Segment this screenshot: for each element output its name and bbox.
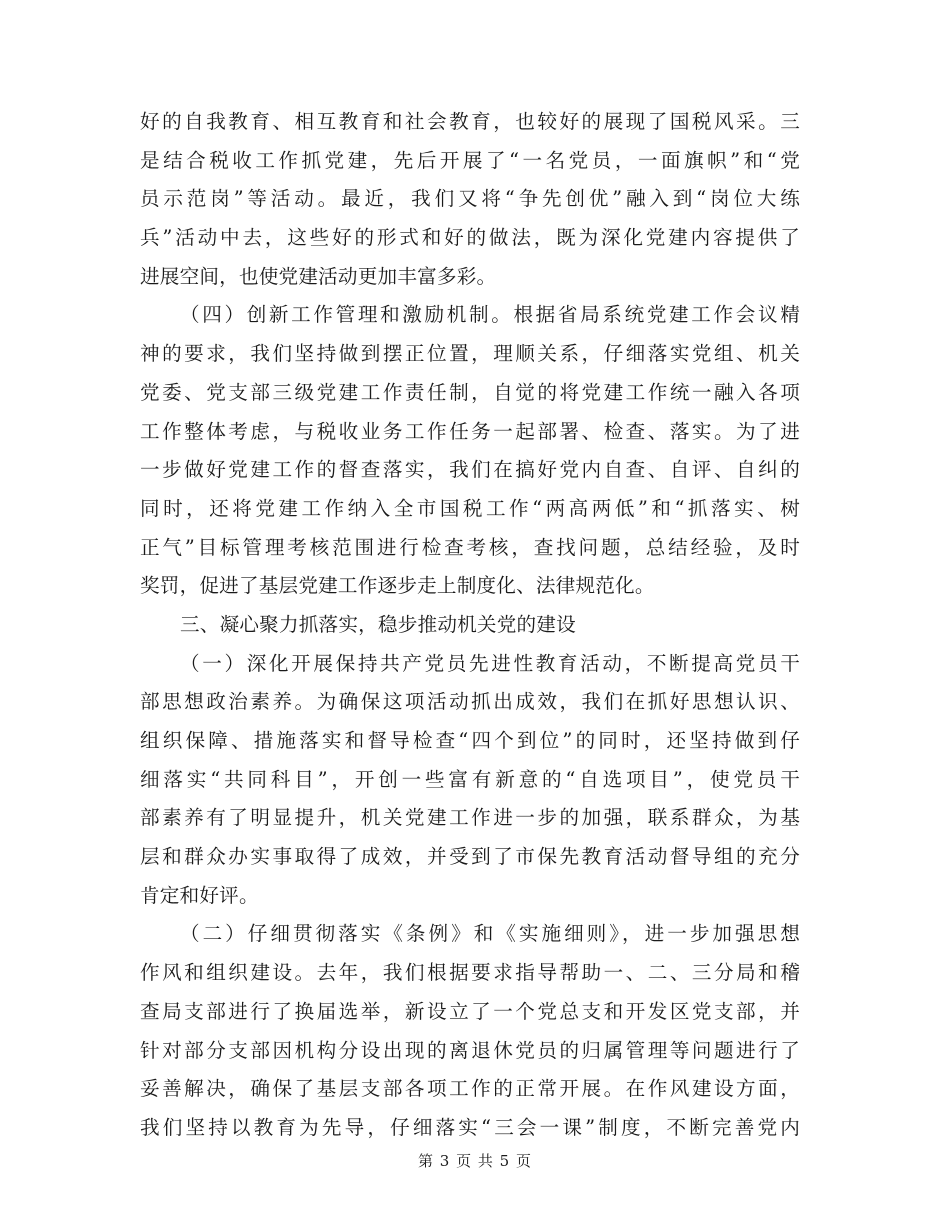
text-line: 针对部分支部因机构分设出现的离退休党员的归属管理等问题进行了 [140, 1038, 800, 1062]
text-line: 是结合税收工作抓党建，先后开展了“一名党员，一面旗帜”和“党 [140, 148, 800, 172]
text-line: 党委、党支部三级党建工作责任制，自觉的将党建工作统一融入各项 [140, 380, 800, 404]
text-line: 神的要求，我们坚持做到摆正位置，理顺关系，仔细落实党组、机关 [140, 342, 800, 366]
text-line: 肯定和好评。 [140, 883, 259, 907]
text-line: 奖罚，促进了基层党建工作逐步走上制度化、法律规范化。 [140, 574, 655, 598]
text-line: （一）深化开展保持共产党员先进性教育活动，不断提高党员干 [180, 651, 800, 675]
text-line: （四）创新工作管理和激励机制。根据省局系统党建工作会议精 [180, 303, 800, 327]
text-line: 作风和组织建设。去年，我们根据要求指导帮助一、二、三分局和稽 [140, 961, 800, 985]
text-line: 三、凝心聚力抓落实，稳步推动机关党的建设 [180, 612, 576, 636]
text-line: 组织保障、措施落实和督导检查“四个到位”的同时，还坚持做到仔 [140, 729, 800, 752]
text-line: （二）仔细贯彻落实《条例》和《实施细则》，进一步加强思想 [180, 922, 800, 946]
text-line: 进展空间，也使党建活动更加丰富多彩。 [140, 264, 497, 288]
text-line: 同时，还将党建工作纳入全市国税工作“两高两低”和“抓落实、树 [140, 496, 800, 520]
text-line: 部思想政治素养。为确保这项活动抓出成效，我们在抓好思想认识、 [140, 690, 800, 714]
text-line: 查局支部进行了换届选举，新设立了一个党总支和开发区党支部，并 [140, 999, 800, 1023]
text-line: 细落实“共同科目”，开创一些富有新意的“自选项目”，使党员干 [140, 767, 800, 791]
text-line: 我们坚持以教育为先导，仔细落实“三会一课”制度，不断完善党内 [140, 1115, 800, 1139]
text-line: 正气”目标管理考核范围进行检查考核，查找问题，总结经验，及时 [140, 535, 800, 559]
text-line: 好的自我教育、相互教育和社会教育，也较好的展现了国税风采。三 [140, 110, 800, 133]
text-line: 妥善解决，确保了基层支部各项工作的正常开展。在作风建设方面， [140, 1077, 800, 1101]
text-line: 兵”活动中去，这些好的形式和好的做法，既为深化党建内容提供了 [140, 226, 800, 250]
document-body [140, 103, 800, 1148]
text-line: 层和群众办实事取得了成效，并受到了市保先教育活动督导组的充分 [140, 845, 800, 869]
text-line: 员示范岗”等活动。最近，我们又将“争先创优”融入到“岗位大练 [140, 187, 800, 211]
page-footer: 第 3 页 共 5 页 [418, 1152, 532, 1170]
text-line: 一步做好党建工作的督查落实，我们在搞好党内自查、自评、自纠的 [140, 458, 800, 482]
text-line: 工作整体考虑，与税收业务工作任务一起部署、检查、落实。为了进 [140, 419, 800, 443]
text-line: 部素养有了明显提升，机关党建工作进一步的加强，联系群众，为基 [140, 806, 800, 830]
